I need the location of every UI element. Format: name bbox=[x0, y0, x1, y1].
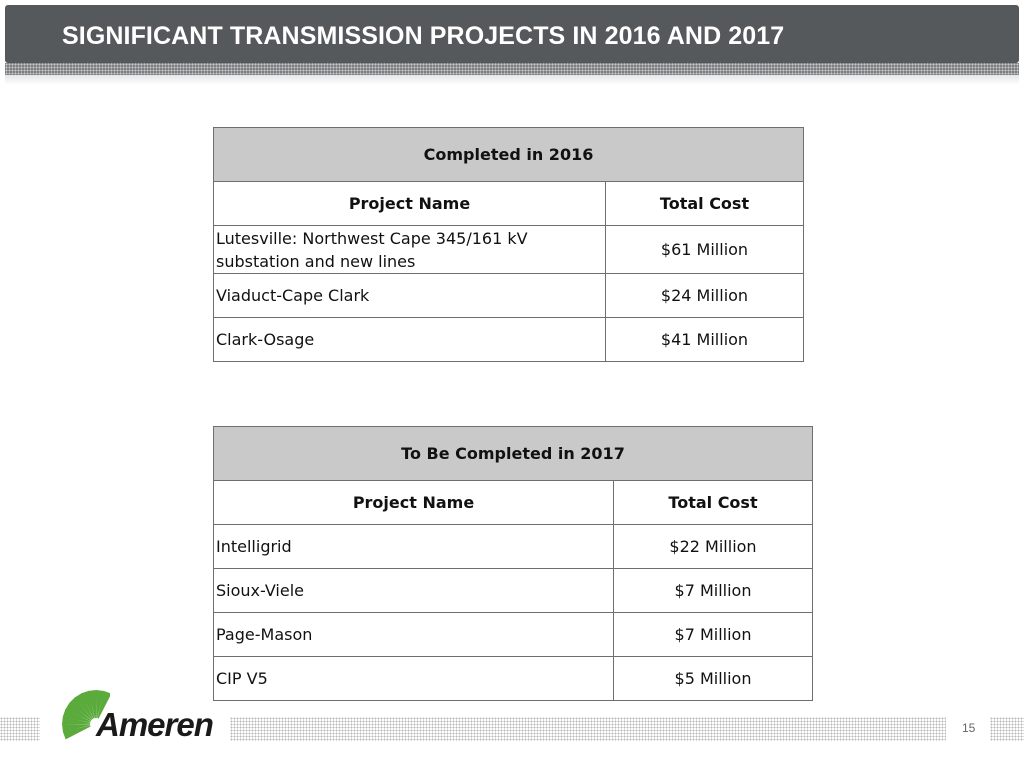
footer-dotted-band-right bbox=[990, 717, 1024, 741]
table-row bbox=[214, 613, 813, 657]
total-cost-cell: $7 Million bbox=[614, 569, 813, 613]
project-name-cell: Lutesville: Northwest Cape 345/161 kV substation and new lines bbox=[214, 226, 606, 274]
footer-dotted-band bbox=[230, 717, 946, 741]
header-shadow bbox=[5, 75, 1019, 85]
column-header-total-cost: Total Cost bbox=[606, 182, 804, 226]
project-name-cell: Page-Mason bbox=[214, 613, 614, 657]
logo-wordmark: Ameren bbox=[96, 706, 213, 743]
title-banner bbox=[5, 5, 1019, 63]
project-name-cell: CIP V5 bbox=[214, 657, 614, 701]
total-cost-cell: $5 Million bbox=[614, 657, 813, 701]
table-row bbox=[214, 274, 804, 318]
column-header-project-name: Project Name bbox=[214, 481, 614, 525]
table-row bbox=[214, 657, 813, 701]
project-name-cell: Viaduct-Cape Clark bbox=[214, 274, 606, 318]
table-caption: To Be Completed in 2017 bbox=[214, 427, 813, 481]
table-row bbox=[214, 318, 804, 362]
total-cost-cell: $61 Million bbox=[606, 226, 804, 274]
completed-2016-table bbox=[213, 127, 804, 362]
project-name-cell: Intelligrid bbox=[214, 525, 614, 569]
total-cost-cell: $24 Million bbox=[606, 274, 804, 318]
page-title: SIGNIFICANT TRANSMISSION PROJECTS IN 2016 AND 2017 bbox=[62, 22, 785, 50]
table-row bbox=[214, 525, 813, 569]
total-cost-cell: $22 Million bbox=[614, 525, 813, 569]
project-name-cell: Sioux-Viele bbox=[214, 569, 614, 613]
table-row bbox=[214, 226, 804, 274]
header-dotted-band bbox=[5, 63, 1019, 75]
footer-dotted-band-left bbox=[0, 717, 40, 741]
total-cost-cell: $7 Million bbox=[614, 613, 813, 657]
table-row bbox=[214, 569, 813, 613]
column-header-project-name: Project Name bbox=[214, 182, 606, 226]
total-cost-cell: $41 Million bbox=[606, 318, 804, 362]
table-caption: Completed in 2016 bbox=[214, 128, 804, 182]
page-number: 15 bbox=[962, 721, 976, 735]
column-header-total-cost: Total Cost bbox=[614, 481, 813, 525]
completed-2017-table bbox=[213, 426, 813, 701]
project-name-cell: Clark-Osage bbox=[214, 318, 606, 362]
